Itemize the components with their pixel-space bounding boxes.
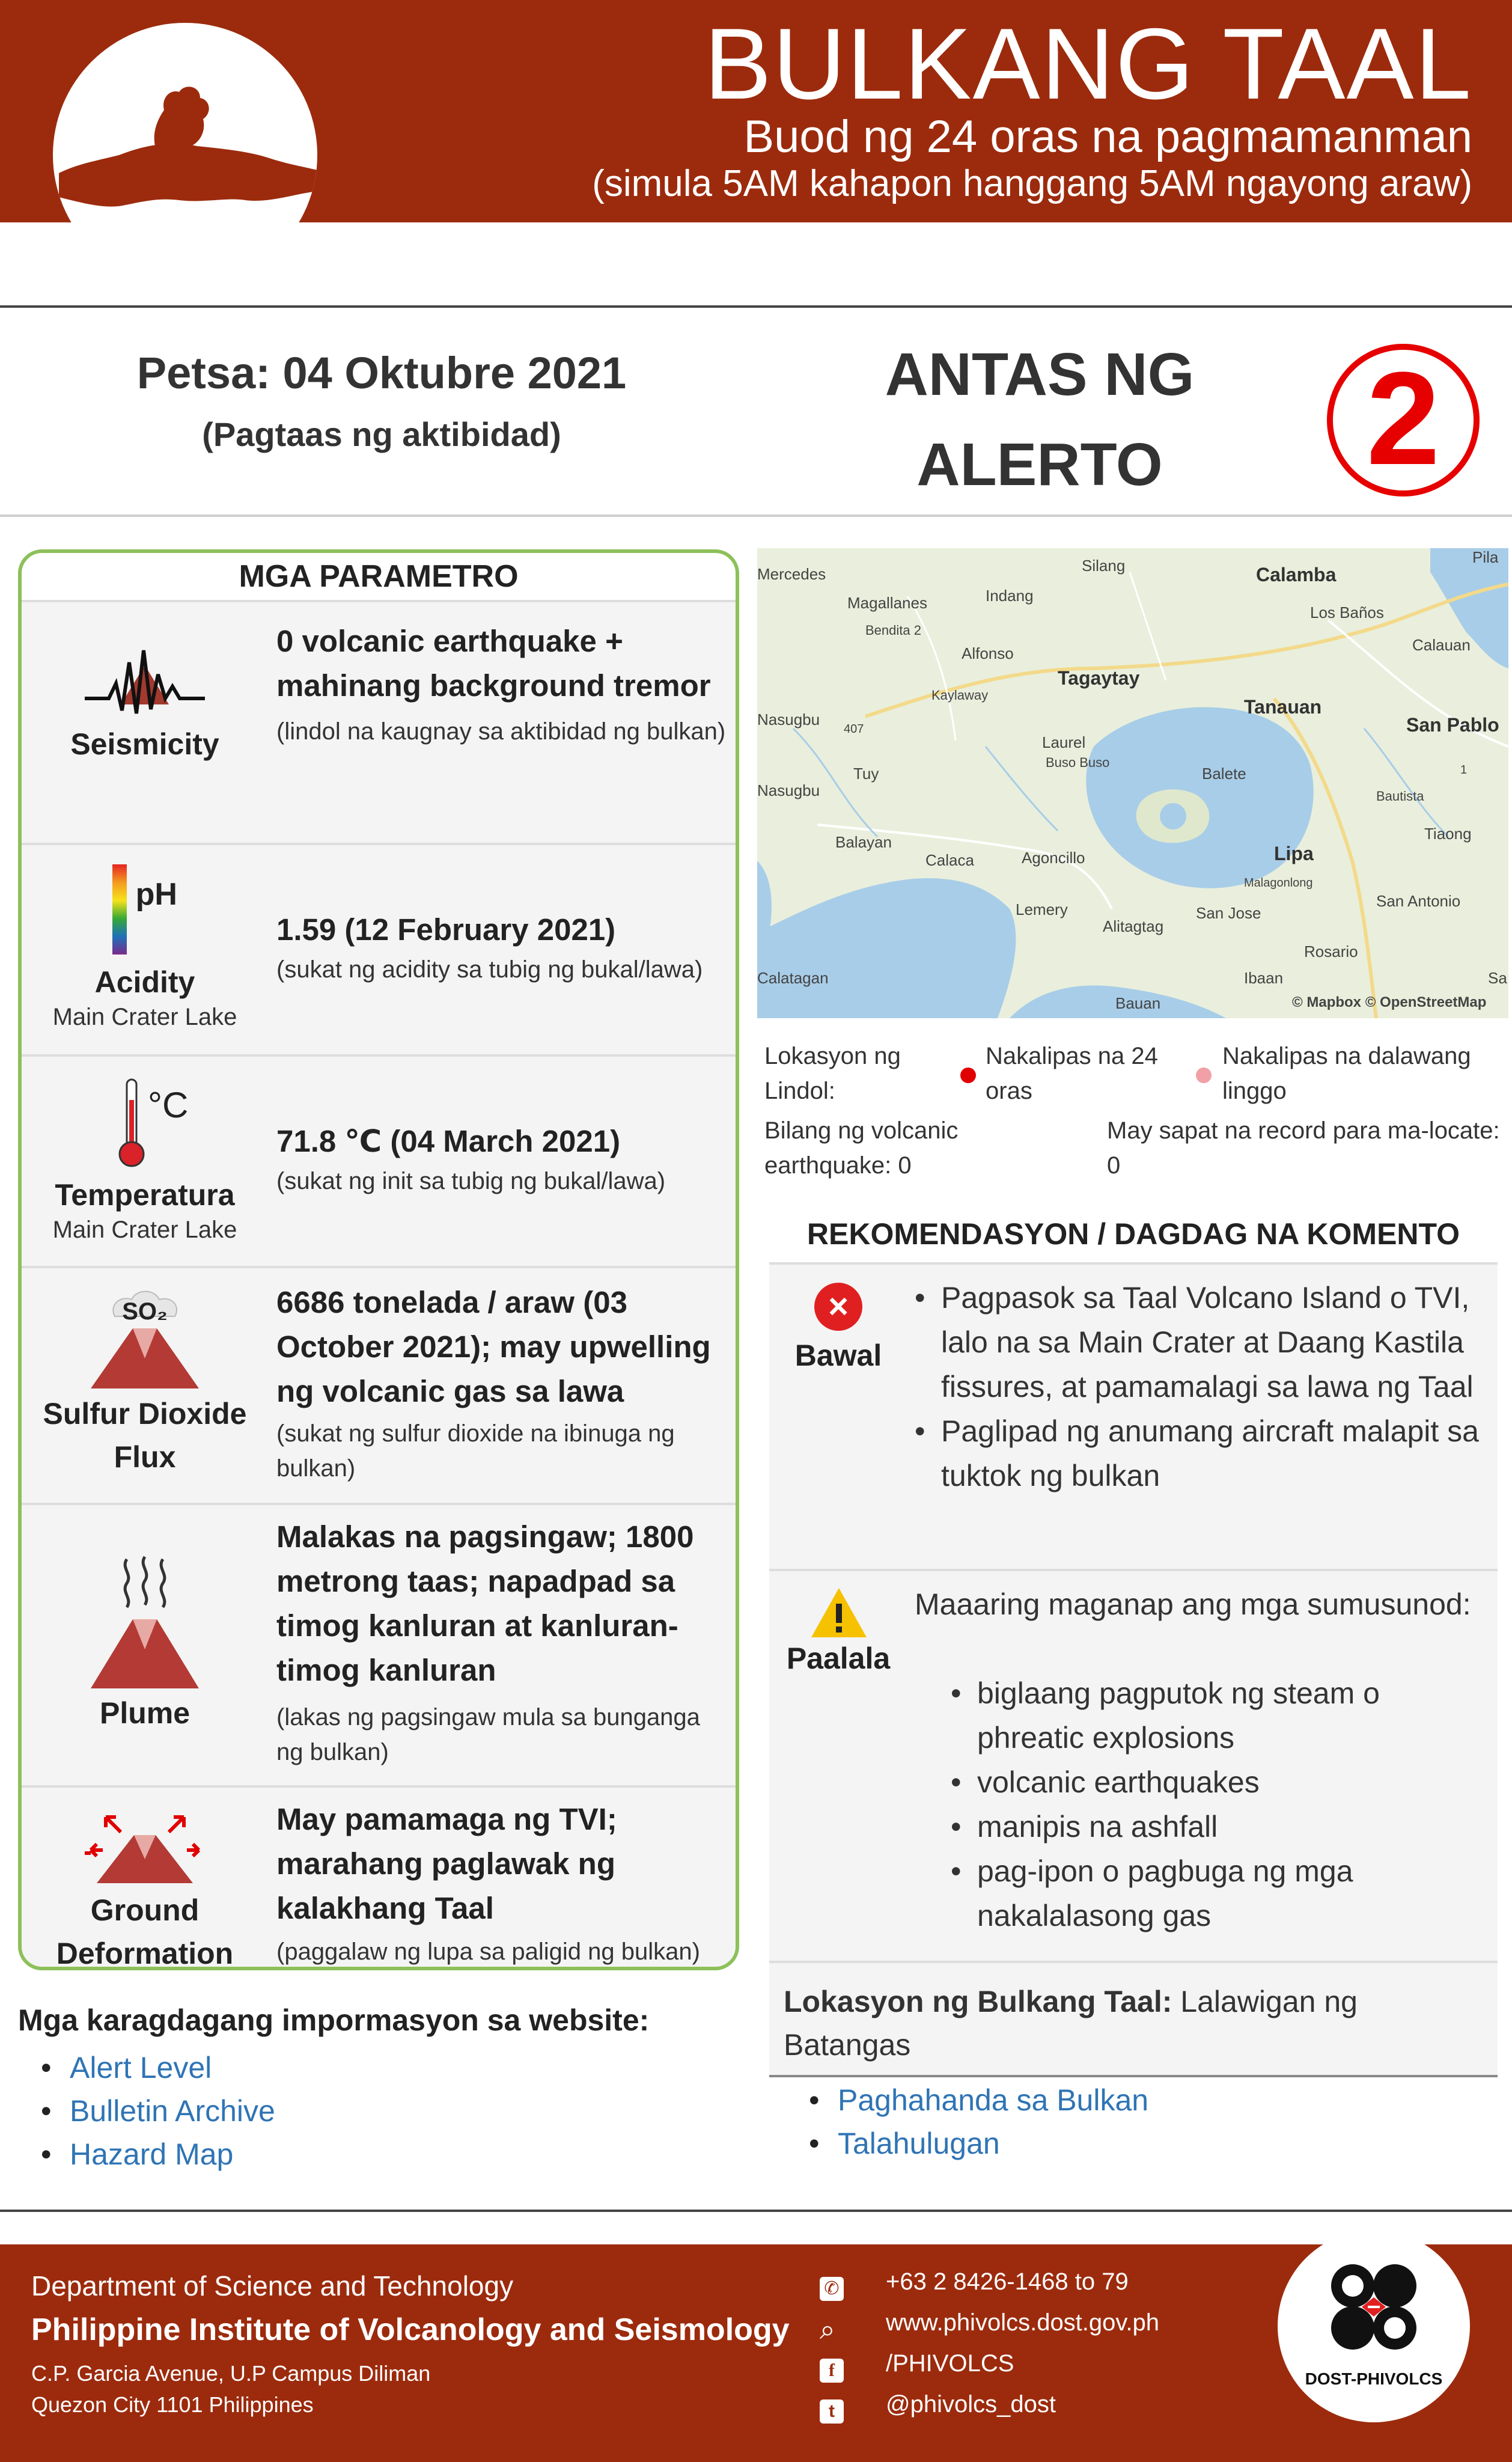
so2-volcano-icon — [22, 1280, 268, 1397]
plume-value: Malakas na pagsingaw; 1800 metrong taas; napadpad sa timog kanluran at kanluran-timog kanluran — [276, 1520, 694, 1687]
legend-dot-2weeks — [1196, 1068, 1212, 1083]
ph-icon-text: pH — [135, 877, 177, 912]
footer-address-line2: Quezon City 1101 Philippines — [31, 2392, 314, 2417]
map-label: Lemery — [1016, 900, 1068, 918]
sulfur-dioxide-row — [22, 1266, 736, 1503]
map-label: Pila — [1472, 548, 1499, 566]
acidity-value: 1.59 (12 February 2021) — [276, 912, 616, 947]
paalala-item: • manipis na ashfall — [943, 1804, 1490, 1849]
map-label: Agoncillo — [1022, 849, 1085, 867]
so2-value: 6686 tonelada / araw (03 October 2021); may upwelling ng volcanic gas sa lawa — [276, 1285, 711, 1408]
map-label: Alitagtag — [1103, 917, 1164, 935]
link-paghahanda[interactable]: • Paghahanda sa Bulkan — [800, 2079, 1148, 2122]
acidity-location: Main Crater Lake — [52, 1004, 237, 1030]
map-label: Balete — [1202, 765, 1246, 783]
deformation-volcano-icon — [22, 1808, 268, 1889]
temperature-label: Temperatura — [55, 1178, 235, 1212]
divider — [0, 515, 1512, 517]
paalala-label: Paalala — [786, 1642, 891, 1675]
map-label: Tanauan — [1244, 696, 1322, 718]
temperature-note: (sukat ng init sa tubig ng bukal/lawa) — [276, 1168, 666, 1194]
so2-icon-text: SO₂ — [122, 1298, 168, 1325]
map-label: 407 — [844, 722, 864, 736]
web-search-icon: ⌕ — [820, 2314, 835, 2345]
volcano-location-value: Lalawigan ng Batangas — [784, 1985, 1358, 2062]
link-bulletin-archive[interactable]: • Bulletin Archive — [32, 2089, 275, 2133]
map-label: Mercedes — [757, 565, 826, 583]
paalala-intro: Maaaring maganap ang mga sumusunod: — [915, 1587, 1471, 1621]
map-label: Sa — [1488, 969, 1507, 987]
footer-address-line1: C.P. Garcia Avenue, U.P Campus Diliman — [31, 2361, 431, 2386]
map-label: Tiaong — [1424, 825, 1472, 843]
thermometer-icon — [22, 1076, 268, 1172]
parameters-heading: MGA PARAMETRO — [239, 559, 519, 594]
warning-icon — [809, 1586, 869, 1640]
so2-label-line2: Flux — [114, 1440, 176, 1474]
map-label: Buso Buso — [1046, 755, 1110, 770]
plume-label: Plume — [99, 1696, 191, 1730]
more-info-links — [32, 2046, 275, 2176]
more-info-heading: Mga karagdagang impormasyon sa website: — [18, 2003, 650, 2037]
ph-scale-icon — [22, 864, 268, 955]
bawal-item: • Paglipad ng anumang aircraft malapit sa tuktok ng bulkan — [907, 1409, 1490, 1498]
footer-institute: Philippine Institute of Volcanology and Seismology — [31, 2312, 790, 2347]
legend-earthquake-count: Bilang ng volcanic earthquake: 0 — [764, 1117, 959, 1179]
earthquake-location-map[interactable] — [757, 548, 1508, 1018]
dost-phivolcs-logo — [1278, 2230, 1470, 2422]
footer-facebook[interactable]: /PHIVOLCS — [886, 2350, 1014, 2377]
acidity-label: Acidity — [94, 965, 195, 999]
map-label: San Pablo — [1406, 714, 1499, 736]
celsius-icon-text: °C — [148, 1085, 189, 1125]
map-label: Calauan — [1412, 636, 1471, 654]
plume-row — [22, 1503, 736, 1785]
map-label: Balayan — [835, 833, 892, 851]
phone-icon: ✆ — [820, 2277, 844, 2301]
footer-twitter[interactable]: @phivolcs_dost — [886, 2391, 1056, 2418]
map-label: San Antonio — [1376, 892, 1461, 910]
map-label: Calatagan — [757, 969, 829, 987]
link-talahulugan[interactable]: • Talahulugan — [800, 2122, 1148, 2165]
map-label: Magallanes — [847, 594, 927, 612]
map-label: Bautista — [1376, 789, 1424, 804]
acidity-row — [22, 843, 736, 1054]
dost-logo-text: DOST-PHIVOLCS — [1305, 2369, 1443, 2388]
map-label: Rosario — [1304, 942, 1358, 961]
seismicity-note: (lindol na kaugnay sa aktibidad ng bulkan) — [276, 718, 726, 745]
plume-note: (lakas ng pagsingaw mula sa bunganga ng bulkan) — [276, 1704, 700, 1765]
plume-volcano-icon — [22, 1553, 268, 1694]
divider — [0, 2210, 1512, 2212]
deformation-label-line2: Deformation — [56, 1937, 234, 1970]
link-hazard-map[interactable]: • Hazard Map — [32, 2133, 275, 2176]
header-spacer — [0, 222, 1512, 307]
map-label: Malagonlong — [1244, 876, 1313, 890]
temperature-value: 71.8 ℃ (04 March 2021) — [276, 1124, 621, 1158]
so2-note: (sukat ng sulfur dioxide na ibinuga ng bulkan) — [276, 1420, 675, 1482]
twitter-icon: t — [820, 2399, 844, 2424]
volcano-location-box — [769, 1961, 1498, 2077]
ground-deformation-row — [22, 1785, 736, 1970]
map-label: Bauan — [1115, 994, 1161, 1012]
map-label: Lipa — [1274, 843, 1314, 864]
map-label: Nasugbu — [757, 781, 820, 799]
prohibited-icon: × — [814, 1283, 862, 1331]
acidity-note: (sukat ng acidity sa tubig ng bukal/lawa) — [276, 956, 703, 983]
volcano-location-text — [784, 1980, 1481, 2066]
map-label: Calamba — [1256, 564, 1337, 585]
legend-location-label: Lokasyon ng Lindol: — [764, 1043, 901, 1104]
legend-dot-24h — [960, 1068, 976, 1083]
page-subtitle: Buod ng 24 oras na pagmamanman — [743, 111, 1472, 162]
bawal-list — [907, 1275, 1490, 1498]
paalala-item: • biglaang pagputok ng steam o phreatic explosions — [943, 1671, 1490, 1760]
recommendations-heading: REKOMENDASYON / DAGDAG NA KOMENTO — [806, 1217, 1460, 1251]
map-label: Tuy — [853, 765, 879, 783]
map-label: Alfonso — [962, 644, 1014, 662]
footer-phone[interactable]: +63 2 8426-1468 to 79 — [886, 2268, 1129, 2295]
seismicity-row — [22, 600, 736, 843]
map-label: Bendita 2 — [865, 623, 921, 638]
monitoring-period: (simula 5AM kahapon hanggang 5AM ngayong araw) — [592, 163, 1472, 204]
map-label: Silang — [1082, 557, 1126, 575]
seismograph-icon — [22, 638, 268, 725]
deformation-note: (paggalaw ng lupa sa paligid ng bulkan) — [276, 1938, 700, 1965]
header-banner — [0, 0, 1512, 222]
map-label: Laurel — [1042, 733, 1086, 751]
seismicity-value: 0 volcanic earthquake + mahinang background tremor — [276, 624, 711, 703]
deformation-label-line1: Ground — [90, 1893, 200, 1927]
map-basemap — [757, 548, 1508, 1018]
bulletin-date: Petsa: 04 Oktubre 2021 — [136, 348, 627, 398]
temperature-row — [22, 1054, 736, 1266]
map-label: Los Baños — [1310, 603, 1384, 622]
alert-title-line2: ALERTO — [916, 431, 1163, 498]
map-label: Ibaan — [1244, 969, 1284, 987]
page-title: BULKANG TAAL — [704, 7, 1472, 120]
divider — [0, 305, 1512, 308]
facebook-icon: f — [820, 2359, 844, 2383]
alert-level-title — [829, 329, 1250, 510]
legend-locatable-count: May sapat na record para ma-locate: 0 — [1107, 1117, 1500, 1179]
map-label: 1 — [1460, 763, 1468, 777]
legend-past-2weeks: Nakalipas na dalawang linggo — [1222, 1043, 1471, 1104]
map-label: San Jose — [1196, 904, 1261, 922]
map-label: Nasugbu — [757, 710, 820, 729]
bawal-item: • Pagpasok sa Taal Volcano Island o TVI, lalo na sa Main Crater at Daang Kastila fissures, at pamamalagi sa lawa ng Taal — [907, 1275, 1490, 1409]
link-alert-level[interactable]: • Alert Level — [32, 2046, 275, 2089]
paalala-item: • volcanic earthquakes — [943, 1760, 1490, 1804]
map-label: Tagaytay — [1058, 667, 1140, 689]
paalala-item: • pag-ipon o pagbuga ng mga nakalalasong gas — [943, 1849, 1490, 1938]
dost-emblem-icon — [1326, 2259, 1422, 2355]
map-label: Kaylaway — [931, 688, 989, 703]
volcano-location-label: Lokasyon ng Bulkang Taal: — [784, 1985, 1172, 2018]
recommendation-links — [800, 2079, 1148, 2165]
alert-title-line1: ANTAS NG — [885, 341, 1195, 408]
temperature-location: Main Crater Lake — [52, 1217, 237, 1243]
bawal-label: Bawal — [794, 1339, 882, 1372]
alert-level-badge: 2 — [1327, 344, 1480, 496]
footer-department: Department of Science and Technology — [31, 2270, 514, 2302]
so2-label-line1: Sulfur Dioxide — [43, 1397, 247, 1431]
activity-status: (Pagtaas ng aktibidad) — [202, 415, 561, 453]
bawal-section — [769, 1262, 1498, 1569]
deformation-value: May pamamaga ng TVI; marahang paglawak ng kalakhang Taal — [276, 1802, 617, 1925]
map-label: Calaca — [925, 851, 974, 869]
map-label: Indang — [986, 587, 1034, 605]
paalala-section — [769, 1569, 1498, 1961]
legend-past-24h: Nakalipas na 24 oras — [986, 1043, 1158, 1104]
paalala-list — [943, 1671, 1490, 1938]
footer-website[interactable]: www.phivolcs.dost.gov.ph — [886, 2309, 1160, 2336]
parameters-panel — [18, 549, 739, 1970]
seismicity-label: Seismicity — [70, 727, 219, 761]
map-attribution[interactable]: © Mapbox © OpenStreetMap — [1292, 994, 1487, 1010]
